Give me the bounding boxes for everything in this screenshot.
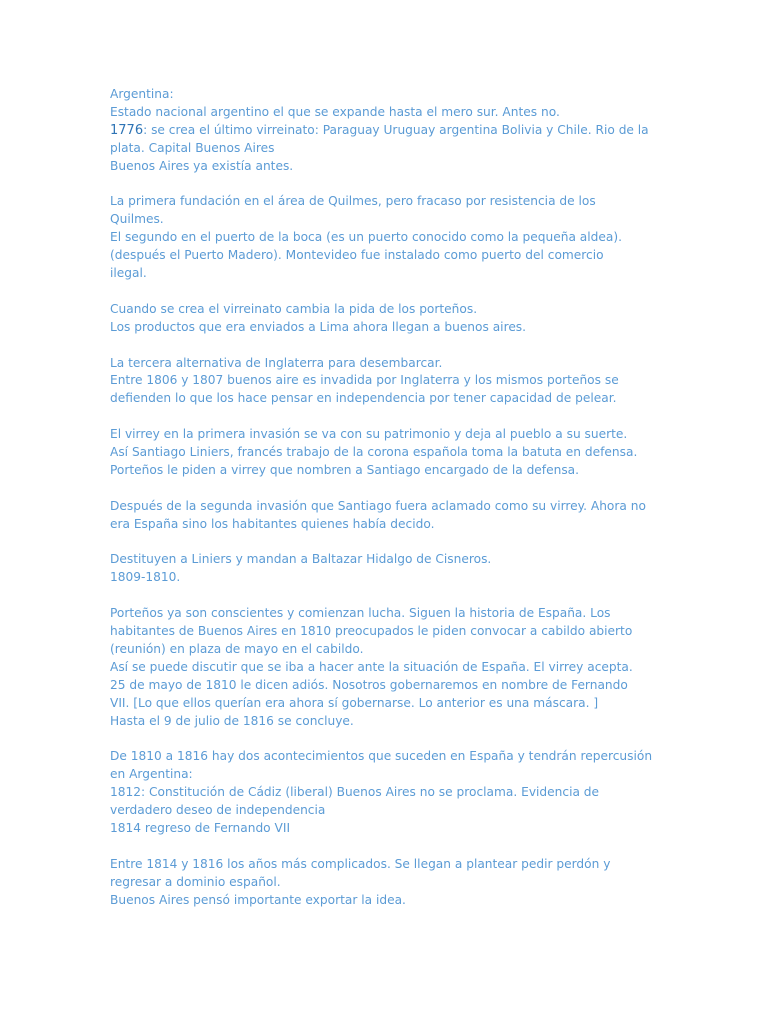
line-text: Buenos Aires pensó importante exportar la idea. <box>110 892 406 907</box>
paragraph <box>110 498 670 534</box>
text-line <box>110 444 670 462</box>
line-text: Estado nacional argentino el que se expande hasta el mero sur. Antes no. <box>110 104 560 119</box>
line-text: 1809-1810. <box>110 570 181 585</box>
line-text: El segundo en el puerto de la boca (es un puerto conocido como la pequeña aldea). <box>110 230 622 245</box>
text-line <box>110 641 670 659</box>
line-text: Porteños le piden a virrey que nombren a Santiago encargado de la defensa. <box>110 462 580 477</box>
text-line <box>110 229 670 247</box>
text-line <box>110 158 670 176</box>
text-line <box>110 605 670 623</box>
line-text: 1812: Constitución de Cádiz (liberal) Buenos Aires no se proclama. Evidencia de <box>110 785 600 800</box>
line-text: Los productos que era enviados a Lima ahora llegan a buenos aires. <box>110 319 527 334</box>
year-highlight: 1776 <box>110 122 144 138</box>
text-line <box>110 462 670 480</box>
line-text: (reunión) en plaza de mayo en el cabildo. <box>110 641 364 656</box>
document-body <box>110 86 670 927</box>
text-line <box>110 713 670 731</box>
line-text: El virrey en la primera invasión se va con su patrimonio y deja al pueblo a su suerte. <box>110 427 628 442</box>
paragraph <box>110 551 670 587</box>
line-text: Entre 1814 y 1816 los años más complicados. Se llegan a plantear pedir perdón y <box>110 856 611 871</box>
text-line <box>110 211 670 229</box>
paragraph <box>110 426 670 480</box>
line-text: Cuando se crea el virreinato cambia la pida de los porteños. <box>110 301 478 316</box>
line-text: Buenos Aires ya existía antes. <box>110 158 294 173</box>
paragraph <box>110 748 670 838</box>
line-text: La primera fundación en el área de Quilmes, pero fracaso por resistencia de los <box>110 194 596 209</box>
line-text: Destituyen a Liniers y mandan a Baltazar Hidalgo de Cisneros. <box>110 552 492 567</box>
paragraph <box>110 301 670 337</box>
line-text: De 1810 a 1816 hay dos acontecimientos que suceden en España y tendrán repercusión <box>110 749 653 764</box>
paragraph <box>110 856 670 910</box>
line-text: habitantes de Buenos Aires en 1810 preocupados le piden convocar a cabildo abierto <box>110 624 633 639</box>
text-line <box>110 892 670 910</box>
text-line <box>110 140 670 158</box>
text-line <box>110 265 670 283</box>
text-line <box>110 569 670 587</box>
line-text: 25 de mayo de 1810 le dicen adiós. Nosotros gobernaremos en nombre de Fernando <box>110 677 628 692</box>
text-line <box>110 677 670 695</box>
line-text: Así Santiago Liniers, francés trabajo de la corona española toma la batuta en defensa. <box>110 445 638 460</box>
line-text: : se crea el último virreinato: Paraguay Uruguay argentina Bolivia y Chile. Rio de la <box>143 122 649 137</box>
text-line <box>110 766 670 784</box>
line-text: Después de la segunda invasión que Santiago fuera aclamado como su virrey. Ahora no <box>110 498 646 513</box>
text-line <box>110 122 670 140</box>
paragraph <box>110 355 670 409</box>
line-text: Hasta el 9 de julio de 1816 se concluye. <box>110 713 354 728</box>
line-text: (después el Puerto Madero). Montevideo fue instalado como puerto del comercio <box>110 248 604 263</box>
text-line <box>110 820 670 838</box>
line-text: Argentina: <box>110 87 174 101</box>
text-line <box>110 498 670 516</box>
text-line <box>110 104 670 122</box>
text-line <box>110 623 670 641</box>
text-line <box>110 301 670 319</box>
text-line <box>110 551 670 569</box>
paragraph <box>110 193 670 283</box>
line-text: en Argentina: <box>110 767 193 782</box>
text-line <box>110 390 670 408</box>
paragraph <box>110 605 670 730</box>
line-text: La tercera alternativa de Inglaterra para desembarcar. <box>110 355 443 370</box>
text-line <box>110 86 670 104</box>
paragraph <box>110 86 670 176</box>
line-text: defienden lo que los hace pensar en independencia por tener capacidad de pelear. <box>110 391 617 406</box>
line-text: 1814 regreso de Fernando VII <box>110 821 291 836</box>
text-line <box>110 426 670 444</box>
line-text: verdadero deseo de independencia <box>110 803 326 818</box>
text-line <box>110 247 670 265</box>
text-line <box>110 319 670 337</box>
text-line <box>110 659 670 677</box>
line-text: regresar a dominio español. <box>110 874 281 889</box>
line-text: Porteños ya son conscientes y comienzan lucha. Siguen la historia de España. Los <box>110 606 611 621</box>
text-line <box>110 802 670 820</box>
line-text: VII. [Lo que ellos querían era ahora sí gobernarse. Lo anterior es una máscara. ] <box>110 695 599 710</box>
line-text: era España sino los habitantes quienes había decido. <box>110 516 435 531</box>
text-line <box>110 516 670 534</box>
text-line <box>110 874 670 892</box>
text-line <box>110 355 670 373</box>
line-text: Entre 1806 y 1807 buenos aire es invadida por Inglaterra y los mismos porteños se <box>110 373 619 388</box>
text-line <box>110 193 670 211</box>
line-text: ilegal. <box>110 266 147 281</box>
text-line <box>110 695 670 713</box>
line-text: plata. Capital Buenos Aires <box>110 140 275 155</box>
line-text: Así se puede discutir que se iba a hacer ante la situación de España. El virrey acepta. <box>110 659 633 674</box>
text-line <box>110 856 670 874</box>
text-line <box>110 784 670 802</box>
text-line <box>110 748 670 766</box>
line-text: Quilmes. <box>110 212 164 227</box>
text-line <box>110 372 670 390</box>
